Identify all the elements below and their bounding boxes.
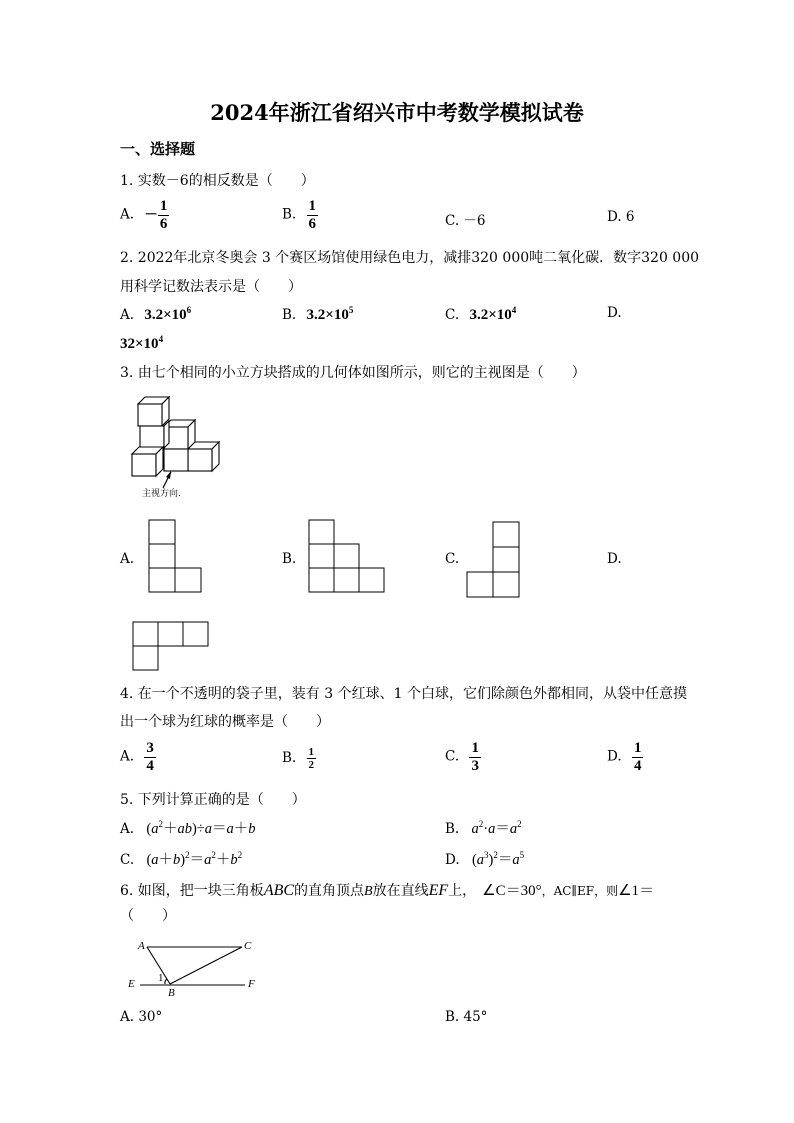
option-label: C. [120, 852, 135, 868]
option-label: B. [282, 307, 297, 323]
q1-option-a[interactable] [120, 198, 169, 232]
option-label: D. [445, 852, 460, 868]
q6-option-b[interactable]: B. 45° [445, 1009, 488, 1025]
angle-1-arc [165, 979, 167, 984]
point-b-label: B [168, 987, 175, 999]
question-4-stem-line-1: 4. 在一个不透明的袋子里，装有 3 个红球、1 个白球，它们除颜色外都相同，从袋中任意摸 [120, 686, 687, 702]
numerator: 3 [146, 740, 154, 756]
q3-option-c-figure[interactable] [466, 521, 526, 603]
question-4-stem-line-2: 出一个球为红球的概率是（ ） [120, 714, 330, 730]
q6-option-a[interactable]: A. 30° [120, 1009, 163, 1025]
exponent: 5 [348, 305, 354, 315]
line-name: EF [428, 882, 449, 899]
stem-text: 的直角顶点 [294, 883, 365, 899]
q5-option-a[interactable] [120, 817, 255, 838]
option-label: A. [120, 748, 135, 765]
base: 3.2×10 [469, 307, 512, 323]
point-c-label: C [244, 940, 252, 952]
q2-option-d[interactable]: D. [607, 305, 622, 321]
q2-option-a[interactable] [120, 305, 191, 324]
exponent: 6 [186, 305, 192, 315]
q4-option-a[interactable] [120, 740, 156, 774]
scientific-number [120, 336, 163, 352]
q1-option-c[interactable]: C. －6 [445, 213, 486, 229]
denominator: 6 [308, 215, 317, 232]
triangle-figure [125, 938, 275, 1008]
vertex-name: B [364, 884, 373, 899]
math-expression: $(a+b)^2=a^2+b^2$ [146, 850, 243, 868]
minus-sign: － [144, 206, 158, 222]
math-expression: $(a^3)^2=a^5$ [471, 850, 525, 868]
question-6-stem-line-2: （ ） [120, 908, 176, 924]
q5-option-d[interactable] [445, 848, 524, 869]
exponent: 4 [158, 334, 164, 344]
q4-option-b[interactable] [282, 746, 316, 771]
q3-option-b-figure[interactable] [308, 519, 393, 599]
scientific-number [144, 307, 191, 323]
page-title: 2024年浙江省绍兴市中考数学模拟试卷 [210, 100, 584, 125]
triangle-name: ABC [263, 882, 295, 899]
base: 3.2×10 [306, 307, 349, 323]
numerator: 1 [633, 740, 642, 756]
segment-bc [170, 947, 242, 984]
stem-text: ，AC∥EF，则 [541, 884, 619, 898]
q3-option-b-label[interactable]: B. [282, 551, 297, 567]
question-1-stem: 1. 实数－6的相反数是（ ） [120, 173, 315, 189]
option-label: C. [445, 748, 460, 765]
denominator: 4 [146, 757, 154, 774]
q3-option-a-label[interactable]: A. [120, 551, 135, 567]
option-label: A. [120, 821, 135, 837]
numerator: 1 [471, 740, 479, 756]
q3-option-d-label[interactable]: D. [607, 551, 622, 567]
fraction [307, 746, 317, 771]
point-a-label: A [138, 940, 145, 952]
denominator: 4 [633, 757, 642, 774]
denominator: 2 [308, 759, 315, 772]
question-2-stem-line-2: 用科学记数法表示是（ ） [120, 279, 302, 295]
q1-option-b[interactable] [282, 198, 318, 232]
fraction [469, 740, 481, 774]
stem-text: 上， [448, 883, 477, 899]
q2-option-d-value [120, 334, 163, 353]
numerator: 1 [308, 746, 315, 758]
fraction [158, 198, 170, 232]
angle-condition: ∠C＝30° [482, 883, 542, 899]
q5-option-b[interactable] [445, 817, 522, 838]
denominator: 3 [471, 757, 479, 774]
option-label: B. [282, 750, 297, 767]
option-label: B. [445, 821, 460, 837]
q2-option-c[interactable] [445, 305, 516, 324]
base: 32×10 [120, 336, 159, 352]
numerator: 1 [159, 198, 168, 214]
view-direction-label: 主视方向. [142, 489, 181, 499]
fraction [632, 740, 644, 774]
exponent: 4 [511, 305, 517, 315]
option-label: A. [120, 307, 135, 323]
q2-option-b[interactable] [282, 305, 353, 324]
question-2-stem-line-1: 2. 2022年北京冬奥会 3 个赛区场馆使用绿色电力，减排320 000吨二氧化碳．数字320 000 [120, 250, 700, 266]
q5-option-c[interactable] [120, 848, 242, 869]
scientific-number [307, 307, 354, 323]
stem-text: 6. 如图，把一块三角板 [120, 883, 264, 899]
question-6-stem-line-1 [120, 879, 654, 900]
option-label: B. [282, 206, 297, 223]
angle-question: ∠1＝ [618, 883, 655, 899]
option-label: D. [607, 748, 622, 765]
math-expression: $(a^2+ab)\div a=a+b$ [146, 819, 256, 837]
q3-option-c-label[interactable]: C. [445, 551, 460, 567]
q4-option-d[interactable] [607, 740, 643, 774]
scientific-number [469, 307, 516, 323]
question-5-stem: 5. 下列计算正确的是（ ） [120, 792, 306, 808]
stem-text: 放在直线 [372, 883, 429, 899]
math-expression: $a^2\cdot a=a^2$ [471, 819, 522, 837]
q3-option-a-figure[interactable] [148, 519, 208, 599]
fraction [144, 740, 156, 774]
q3-option-d-figure[interactable] [132, 621, 217, 676]
point-e-label: E [128, 978, 135, 990]
q4-option-c[interactable] [445, 740, 481, 774]
point-f-label: F [248, 978, 255, 990]
q1-option-d[interactable]: D. 6 [607, 209, 635, 225]
angle-1-label: 1 [158, 972, 164, 984]
question-3-stem: 3. 由七个相同的小立方块搭成的几何体如图所示，则它的主视图是（ ） [120, 365, 586, 381]
option-label: C. [445, 307, 460, 323]
section-heading: 一、选择题 [120, 140, 196, 158]
denominator: 6 [159, 215, 168, 232]
base: 3.2×10 [144, 307, 187, 323]
direction-arrow-head [166, 471, 171, 479]
fraction [307, 198, 319, 232]
numerator: 1 [308, 198, 317, 214]
option-label: A. [120, 206, 135, 223]
